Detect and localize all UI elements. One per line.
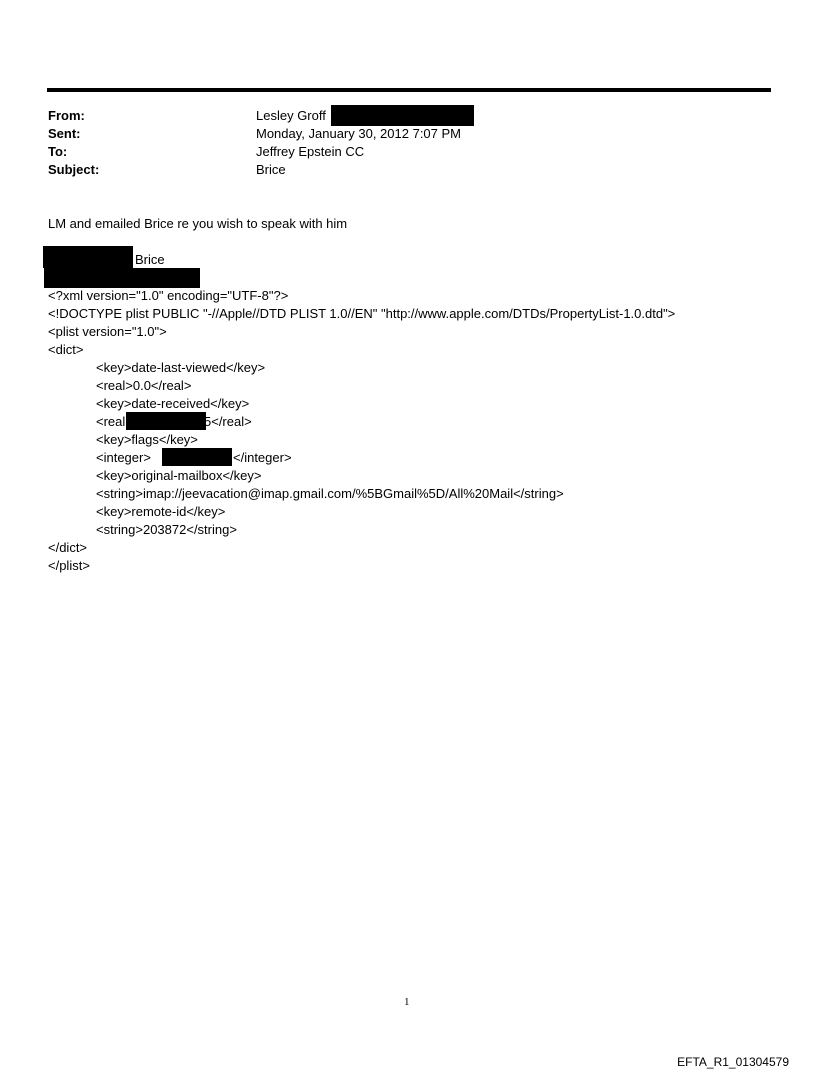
plist-line: <string>203872</string> [96, 522, 237, 537]
redaction-box [126, 412, 206, 430]
plist-line: </integer> [233, 450, 292, 465]
plist-line: <real [96, 414, 126, 429]
bates-number: EFTA_R1_01304579 [677, 1055, 789, 1069]
to-value: Jeffrey Epstein CC [256, 144, 365, 159]
redaction-box [44, 268, 200, 288]
to-label: To: [48, 144, 68, 159]
plist-line: </dict> [48, 540, 88, 555]
contact-name: Brice [135, 252, 165, 267]
redaction-box [43, 246, 133, 268]
plist-line: <dict> [48, 342, 84, 357]
plist-line: 5</real> [204, 414, 252, 429]
plist-line: <real>0.0</real> [96, 378, 192, 393]
message-text: LM and emailed Brice re you wish to speak with him [48, 216, 348, 231]
header-rule [47, 88, 771, 92]
plist-line: <plist version="1.0"> [48, 324, 167, 339]
sent-label: Sent: [48, 126, 81, 141]
redaction-box [162, 448, 232, 466]
plist-line: <key>date-last-viewed</key> [96, 360, 266, 375]
plist-line: <integer> [96, 450, 151, 465]
sent-value: Monday, January 30, 2012 7:07 PM [256, 126, 461, 141]
plist-line: <key>flags</key> [96, 432, 198, 447]
subject-label: Subject: [48, 162, 100, 177]
plist-line: <key>remote-id</key> [96, 504, 226, 519]
plist-line: <key>date-received</key> [96, 396, 250, 411]
redaction-box [331, 105, 474, 126]
from-value: Lesley Groff [256, 108, 326, 123]
subject-value: Brice [256, 162, 286, 177]
plist-line: </plist> [48, 558, 90, 573]
page-number: 1 [404, 996, 410, 1008]
from-label: From: [48, 108, 85, 123]
plist-line: <string>imap://jeevacation@imap.gmail.com/%5BGmail%5D/All%20Mail</string> [96, 486, 564, 501]
plist-line: <!DOCTYPE plist PUBLIC "-//Apple//DTD PLIST 1.0//EN" "http://www.apple.com/DTDs/PropertyList-1.0.dtd"> [48, 306, 676, 321]
plist-line: <key>original-mailbox</key> [96, 468, 262, 483]
plist-line: <?xml version="1.0" encoding="UTF-8"?> [48, 288, 289, 303]
